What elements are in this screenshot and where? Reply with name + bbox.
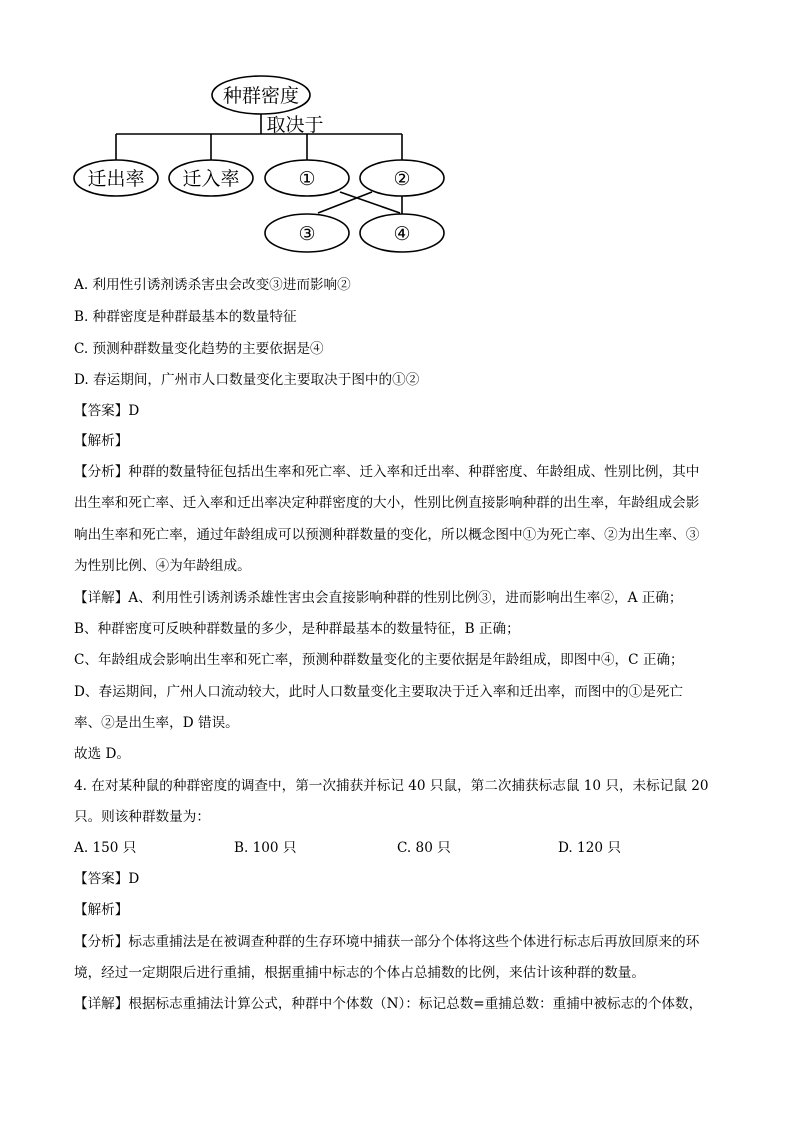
q3-option-b: B. 种群密度是种群最基本的数量特征 (74, 309, 297, 325)
q3-analysis-line: 【分析】种群的数量特征包括出生率和死亡率、迁入率和迁出率、种群密度、年龄组成、性别比例，其中 (74, 464, 700, 480)
q3-analysis-title: 【解析】 (74, 433, 129, 449)
q4-analysis-line: 【分析】标志重捕法是在被调查种群的生存环境中捕获一部分个体将这些个体进行标志后再放回原来的环 (74, 934, 700, 950)
population-density-concept-map (0, 0, 794, 270)
q4-option-d: D. 120 只 (558, 840, 621, 856)
q4-stem-line: 4. 在对某种鼠的种群密度的调查中，第一次捕获并标记 40 只鼠，第二次捕获标志鼠 10 只，未标记鼠 20 (74, 778, 709, 794)
node-immigration-label: 迁入率 (182, 168, 240, 190)
q3-option-c: C. 预测种群数量变化趋势的主要依据是④ (74, 341, 324, 357)
q4-analysis-line: 境，经过一定期限后进行重捕，根据重捕中标志的个体占总捕数的比例，来估计该种群的数量。 (74, 965, 645, 981)
q4-option-c: C. 80 只 (397, 840, 451, 856)
q3-option-a: A. 利用性引诱剂诱杀害虫会改变③进而影响② (74, 277, 351, 293)
q3-analysis-line: 为性别比例、④为年龄组成。 (74, 558, 251, 574)
node-1-label: ① (298, 168, 316, 190)
node-2-label: ② (393, 168, 411, 190)
q3-detail-line: C、年龄组成会影响出生率和死亡率，预测种群数量变化的主要依据是年龄组成，即图中④，C 正确； (74, 652, 684, 668)
q4-detail-line: 【详解】根据标志重捕法计算公式，种群中个体数（N）：标记总数=重捕总数：重捕中被标志的个体数， (74, 996, 703, 1012)
q4-analysis-title: 【解析】 (74, 902, 129, 918)
q3-detail-line: 【详解】A、利用性引诱剂诱杀雄性害虫会直接影响种群的性别比例③，进而影响出生率②，A 正确； (74, 590, 683, 606)
q4-option-b: B. 100 只 (234, 840, 297, 856)
q4-option-a: A. 150 只 (74, 840, 137, 856)
node-4-label: ④ (393, 223, 411, 245)
q3-detail-line: B、种群密度可反映种群数量的多少，是种群最基本的数量特征，B 正确； (74, 621, 520, 637)
q3-detail-line: 故选 D。 (74, 746, 131, 762)
q3-answer: 【答案】D (74, 403, 140, 419)
node-emigration-label: 迁出率 (87, 168, 145, 190)
q3-analysis-line: 出生率和死亡率、迁入率和迁出率决定种群密度的大小，性别比例直接影响种群的出生率，年龄组成会影 (74, 495, 700, 511)
q3-detail-line: 率、②是出生率，D 错误。 (74, 715, 239, 731)
q4-answer: 【答案】D (74, 871, 140, 887)
connector-label: 取决于 (266, 114, 324, 136)
node-3-label: ③ (298, 223, 316, 245)
q3-option-d: D. 春运期间，广州市人口数量变化主要取决于图中的①② (74, 372, 420, 388)
q4-stem-line: 只。则该种群数量为： (74, 809, 210, 825)
q3-analysis-line: 响出生率和死亡率，通过年龄组成可以预测种群数量的变化，所以概念图中①为死亡率、②为出生率、③ (74, 527, 700, 543)
root-node-label: 种群密度 (222, 85, 300, 107)
q3-detail-line: D、春运期间，广州人口流动较大，此时人口数量变化主要取决于迁入率和迁出率，而图中的①是死亡 (74, 684, 684, 700)
